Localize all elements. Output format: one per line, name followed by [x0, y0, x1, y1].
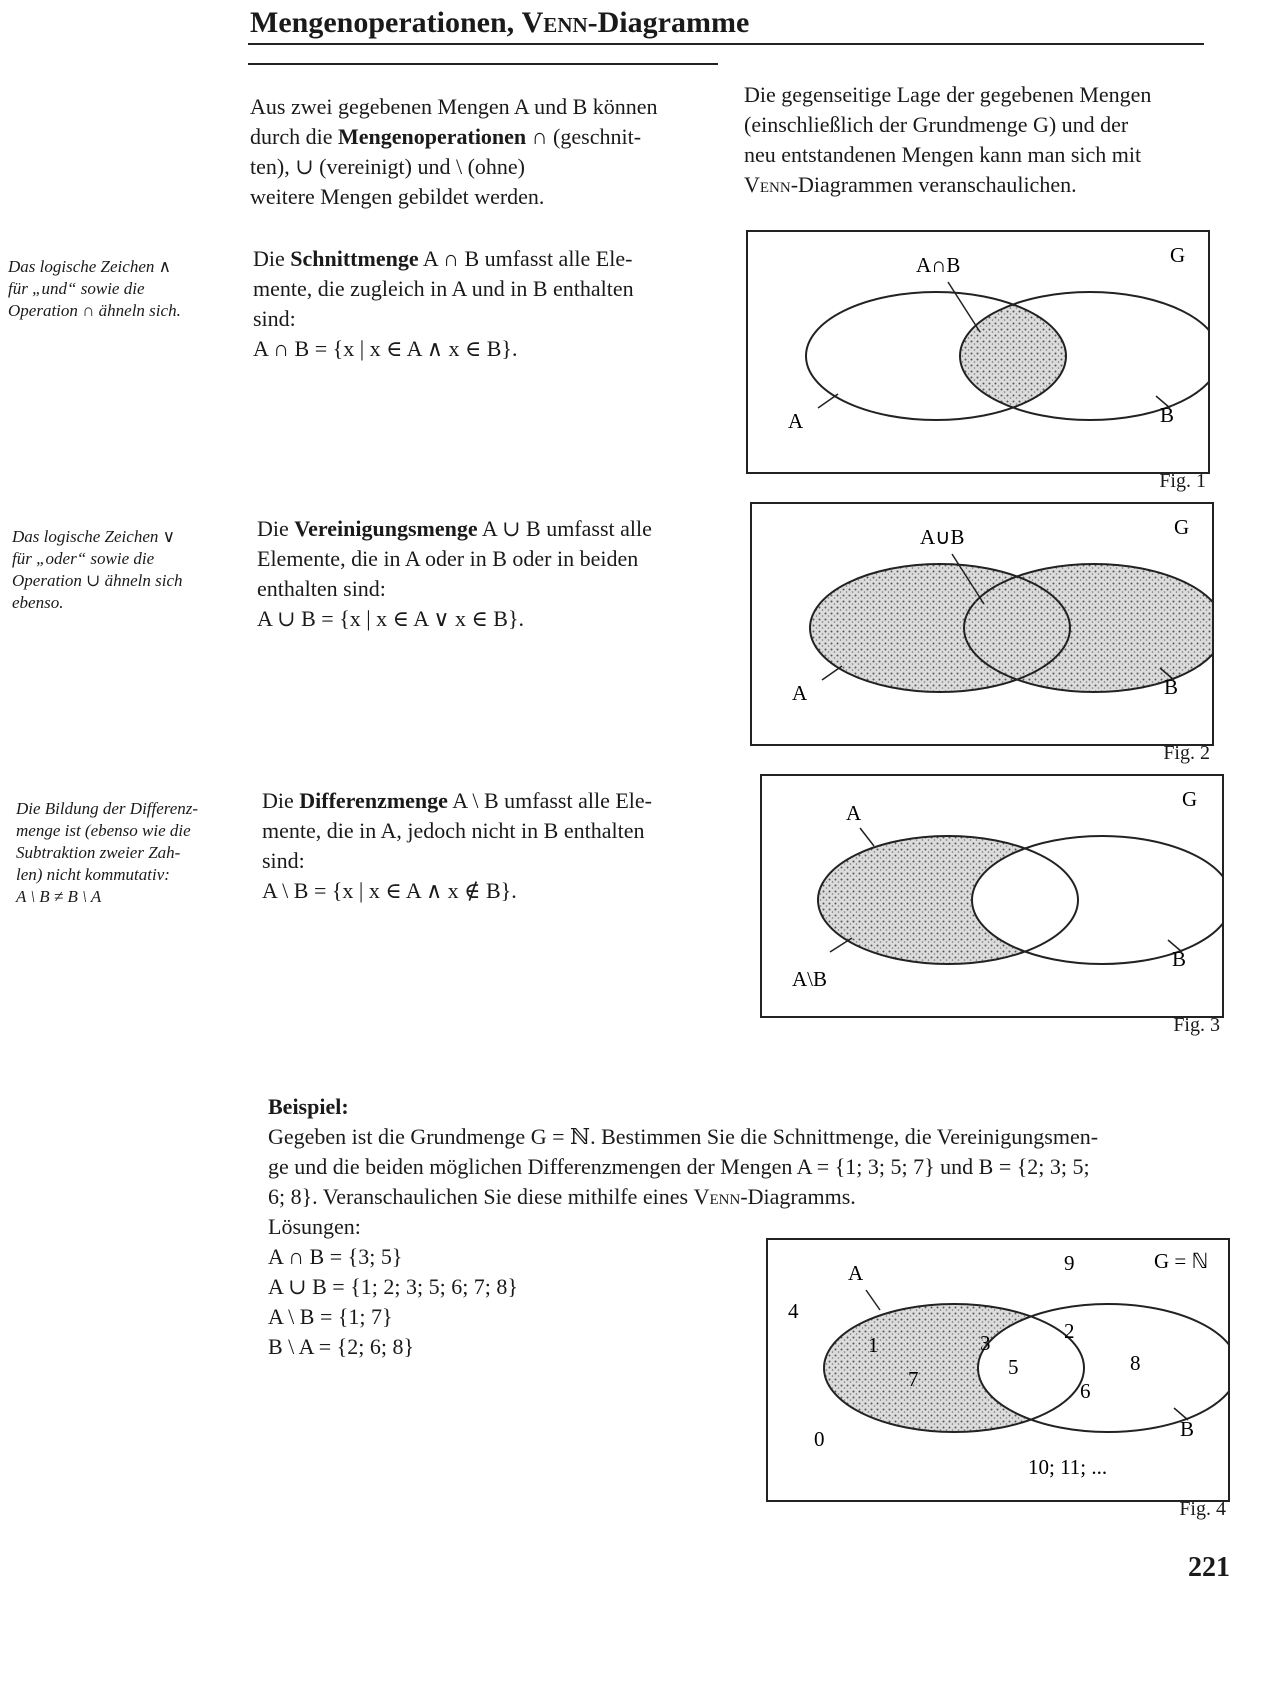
- sidenote-line: Operation ∩ ähneln sich.: [8, 301, 181, 320]
- figure-caption-1: Fig. 1: [1159, 470, 1206, 492]
- element-label: 6: [1080, 1379, 1091, 1403]
- text-line: ten), ∪ (vereinigt) und \ (ohne): [250, 154, 526, 179]
- label-set-b: B: [1172, 947, 1187, 971]
- text-line: mente, die zugleich in A und in B enthalten: [253, 276, 634, 301]
- text-line: weitere Mengen gebildet werden.: [250, 184, 545, 209]
- text-line: mente, die in A, jedoch nicht in B enthalten: [262, 818, 645, 843]
- title-rule-short: [248, 63, 718, 65]
- text-line: [257, 514, 727, 544]
- label-universe: G: [1174, 515, 1190, 539]
- intro-right: [744, 80, 1214, 200]
- element-label: 7: [908, 1367, 919, 1391]
- text-span: A ∩ B umfasst alle Ele-: [418, 246, 633, 271]
- label-union: A∪B: [920, 525, 965, 549]
- label-set-a: A: [848, 1261, 864, 1285]
- term-bold: Mengenoperationen: [337, 124, 527, 149]
- label-set-a: A: [788, 409, 804, 433]
- sidenote-1: [8, 256, 228, 322]
- venn-figure-3: [760, 774, 1224, 1018]
- text-line: Elemente, die in A oder in B oder in beiden: [257, 546, 639, 571]
- text-span: durch die: [250, 124, 338, 149]
- pointer-line: [818, 394, 838, 408]
- title-venn: Venn: [521, 6, 588, 39]
- element-label: 3: [980, 1331, 991, 1355]
- element-label: 0: [814, 1427, 825, 1451]
- sidenote-2: [12, 526, 232, 614]
- label-set-b: B: [1160, 403, 1175, 427]
- title-part: Mengenoperationen,: [250, 6, 522, 39]
- text-line: neu entstandenen Mengen kann man sich mit: [744, 142, 1142, 167]
- venn-difference-svg: [762, 776, 1222, 1016]
- intro-left: [250, 92, 720, 212]
- sidenote-line: für „und“ sowie die: [8, 279, 145, 298]
- text-span: A ∪ B umfasst alle: [477, 516, 652, 541]
- sidenote-line: ebenso.: [12, 593, 64, 612]
- text-line: Aus zwei gegebenen Mengen A und B können: [250, 94, 658, 119]
- text-line: Die gegenseitige Lage der gegebenen Mengen: [744, 82, 1152, 107]
- label-set-a: A: [792, 681, 808, 705]
- text-line: (einschließlich der Grundmenge G) und der: [744, 112, 1129, 137]
- formula: A ∪ B = {x | x ∈ A ∨ x ∈ B}.: [257, 606, 525, 631]
- example-heading: Beispiel:: [268, 1094, 349, 1119]
- pointer-line: [860, 828, 874, 846]
- text-line: Gegeben ist die Grundmenge G = ℕ. Bestimmen Sie die Schnittmenge, die Vereinigungsmen-: [268, 1124, 1099, 1149]
- text-line: [744, 170, 1214, 200]
- section-3-text: [262, 786, 732, 906]
- venn-smallcaps: Venn: [693, 1184, 741, 1209]
- text-line: [250, 122, 720, 152]
- solution-line: A \ B = {1; 7}: [268, 1304, 393, 1329]
- sidenote-line: len) nicht kommutativ:: [16, 865, 170, 884]
- sidenote-line: Das logische Zeichen ∨: [12, 527, 176, 546]
- formula: A \ B = {x | x ∈ A ∧ x ∉ B}.: [262, 878, 517, 903]
- text-line: [268, 1182, 1228, 1212]
- solution-line: A ∪ B = {1; 2; 3; 5; 6; 7; 8}: [268, 1274, 518, 1299]
- venn-figure-1: [746, 230, 1210, 474]
- element-label: 8: [1130, 1351, 1141, 1375]
- page-title: [250, 6, 749, 40]
- sidenote-3: [16, 798, 236, 908]
- venn-figure-2: [750, 502, 1214, 746]
- text-line: [253, 244, 723, 274]
- text-span: A \ B umfasst alle Ele-: [447, 788, 652, 813]
- label-set-b: B: [1164, 675, 1179, 699]
- figure-caption-2: Fig. 2: [1163, 742, 1210, 764]
- text-line: ge und die beiden möglichen Differenzmengen der Mengen A = {1; 3; 5; 7} und B = {2; 3; 5;: [268, 1154, 1090, 1179]
- element-label: 9: [1064, 1251, 1075, 1275]
- label-intersection: A∩B: [916, 253, 961, 277]
- pointer-line: [822, 666, 842, 680]
- text-line: [262, 786, 732, 816]
- label-universe: G: [1170, 243, 1186, 267]
- text-line: sind:: [262, 848, 305, 873]
- solution-line: A ∩ B = {3; 5}: [268, 1244, 403, 1269]
- sidenote-line: menge ist (ebenso wie die: [16, 821, 191, 840]
- venn-figure-4: [766, 1238, 1230, 1502]
- figure-caption-3: Fig. 3: [1173, 1014, 1220, 1036]
- section-1-text: [253, 244, 723, 364]
- term-bold: Differenzmenge: [299, 788, 448, 813]
- sidenote-line: Das logische Zeichen ∧: [8, 257, 172, 276]
- label-difference: A\B: [792, 967, 828, 991]
- pointer-line: [948, 282, 980, 332]
- solutions-heading: Lösungen:: [268, 1214, 361, 1239]
- text-span: -Diagramms.: [740, 1184, 856, 1209]
- text-line: sind:: [253, 306, 296, 331]
- title-part: -Diagramme: [587, 6, 750, 39]
- formula: A ∩ B = {x | x ∈ A ∧ x ∈ B}.: [253, 336, 518, 361]
- venn-example-svg: [768, 1240, 1228, 1500]
- text-span: Die: [253, 246, 291, 271]
- section-2-text: [257, 514, 727, 634]
- sidenote-line: für „oder“ sowie die: [12, 549, 155, 568]
- element-label: 1: [868, 1333, 879, 1357]
- label-universe: G = ℕ: [1154, 1249, 1209, 1273]
- element-label: 2: [1064, 1319, 1075, 1343]
- label-set-b: B: [1180, 1417, 1195, 1441]
- pointer-line: [830, 938, 852, 952]
- sidenote-line: Operation ∪ ähneln sich: [12, 571, 183, 590]
- pointer-line: [866, 1290, 880, 1310]
- term-bold: Vereinigungsmenge: [294, 516, 478, 541]
- solution-line: B \ A = {2; 6; 8}: [268, 1334, 414, 1359]
- venn-intersection-svg: [748, 232, 1208, 472]
- label-universe: G: [1182, 787, 1198, 811]
- figure-caption-4: Fig. 4: [1179, 1498, 1226, 1520]
- venn-union-svg: [752, 504, 1212, 744]
- text-span: 6; 8}. Veranschaulichen Sie diese mithilfe eines: [268, 1184, 694, 1209]
- text-span: ∩ (geschnit-: [526, 124, 642, 149]
- page-number: 221: [1188, 1552, 1230, 1583]
- element-label-rest: 10; 11; ...: [1028, 1455, 1108, 1479]
- sidenote-line: Subtraktion zweier Zah-: [16, 843, 181, 862]
- sidenote-line: Die Bildung der Differenz-: [16, 799, 199, 818]
- element-label: 5: [1008, 1355, 1019, 1379]
- venn-smallcaps: Venn: [744, 172, 791, 197]
- label-set-a: A: [846, 801, 862, 825]
- text-line: enthalten sind:: [257, 576, 386, 601]
- term-bold: Schnittmenge: [290, 246, 419, 271]
- text-span: -Diagrammen veranschaulichen.: [790, 172, 1077, 197]
- text-span: Die: [257, 516, 295, 541]
- title-rule: [248, 43, 1204, 45]
- element-label: 4: [788, 1299, 799, 1323]
- text-span: Die: [262, 788, 300, 813]
- sidenote-line: A \ B ≠ B \ A: [16, 887, 102, 906]
